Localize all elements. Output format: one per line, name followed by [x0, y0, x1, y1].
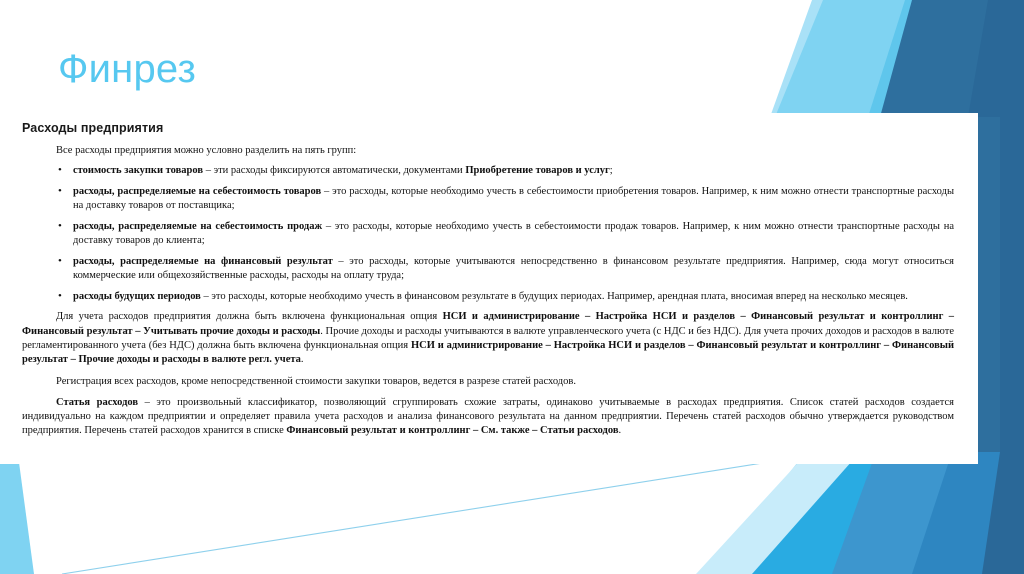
- deco-shape-top-light: [775, 0, 962, 117]
- list-item: [56, 220, 954, 248]
- deco-shape-left-sliver: [0, 455, 34, 574]
- deco-shape-right-band-light: [978, 117, 1000, 470]
- deco-shape-bottom-pale: [707, 452, 1024, 574]
- deco-shape-top-steel: [880, 0, 1024, 117]
- list-item: [56, 290, 954, 304]
- list-item: [56, 255, 954, 283]
- deco-shape-top-deep: [968, 0, 1024, 117]
- deco-shape-bottom-corner: [982, 452, 1024, 574]
- deco-shape-right-band: [978, 117, 1024, 470]
- list-item: [56, 185, 954, 213]
- bullet-text: – это расходы, которые необходимо учесть в себестоимости приобретения товаров. Например, к ним можно отнести транспортные расходы на доставку товаров от поставщика;: [73, 185, 955, 211]
- deco-hairline: [62, 452, 832, 574]
- paragraph-registration: Регистрация всех расходов, кроме непосредственной стоимости закупки товаров, ведется в разрезе статей расходов.: [56, 375, 576, 387]
- bullet-text: – это расходы, которые необходимо учесть в финансовом результате в будущих периодах. Например, арендная плата, вносимая вперед на несколько месяцев.: [200, 290, 908, 302]
- deco-shape-bottom-sky: [752, 452, 1024, 574]
- para3-term: Статья расходов: [56, 396, 139, 408]
- bullet-term: расходы будущих периодов: [73, 290, 201, 302]
- deco-shape-bottom-mid: [832, 452, 1024, 574]
- paragraph-expense-article: [22, 396, 954, 439]
- list-item: [56, 164, 954, 178]
- bullet-term-secondary: Приобретение товаров и услуг: [465, 164, 610, 176]
- para3-path: Финансовый результат и контроллинг – См. также – Статьи расходов: [286, 425, 619, 437]
- para1-part-e: .: [300, 354, 304, 366]
- para1-path-2: НСИ и администрирование – Настройка НСИ и разделов – Финансовый результат и контроллинг – Финансовый результат – Прочие доходы и расходы в валюте регл. учета: [22, 340, 954, 366]
- bullet-term: стоимость закупки товаров: [73, 164, 204, 176]
- para1-path-1: НСИ и администрирование – Настройка НСИ и разделов – Финансовый результат и контроллинг – Финансовый результат – Учитывать прочие доходы и расходы: [22, 311, 954, 337]
- page-title: Финрез: [58, 47, 196, 91]
- deco-shape-top-pale: [770, 0, 1024, 117]
- bullet-text: – это расходы, которые необходимо учесть в себестоимости продаж товаров. Например, к ним можно отнести транспортные расходы на доставку товаров до клиента;: [73, 220, 954, 246]
- expense-groups-list: [22, 164, 954, 304]
- bullet-text: – это расходы, которые учитываются непосредственно в финансовом результате предприятия. Например, сюда могут относиться коммерческие или общехозяйственные расходы, расходы на оплату труда;: [73, 255, 954, 281]
- para1-part-c: . Прочие доходы и расходы учитываются в валюте управленческого учета (с НДС и без НДС). Для учета прочих доходов и расходов в валюте регламентированного учета (без НДС) должна быть включена функциональная опция: [22, 325, 955, 352]
- deco-shape-bottom-deep: [912, 452, 1024, 574]
- bullet-text: – эти расходы фиксируются автоматически, документами: [203, 164, 466, 176]
- content-card: [0, 113, 978, 464]
- bullet-term: расходы, распределяемые на себестоимость товаров: [73, 185, 322, 197]
- bullet-term: расходы, распределяемые на себестоимость продаж: [73, 220, 323, 232]
- lead-paragraph: Все расходы предприятия можно условно разделить на пять групп:: [56, 145, 357, 156]
- bullet-tail: ;: [609, 164, 613, 176]
- para3-part-d: .: [618, 425, 622, 437]
- section-heading: Расходы предприятия: [22, 121, 164, 135]
- paragraph-functional-option: [22, 310, 954, 367]
- deco-shape-bottom-lightblue: [696, 452, 880, 574]
- para3-part-b: – это произвольный классификатор, позволяющий сгруппировать схожие затраты, одинаково учитываемые в расходах предприятия. Список статей расходов создается индивидуально на каждом предприятии и определяет правила учета расходов и анализа финансового результата на данном предприятии. Перечень статей расходов обычно утверждается руководством предприятия. Перечень статей расходов хранится в списке: [22, 396, 954, 437]
- bullet-term: расходы, распределяемые на финансовый результат: [73, 255, 333, 267]
- deco-shape-top-sky: [868, 0, 948, 117]
- para1-part-a: Для учета расходов предприятия должна быть включена функциональная опция: [56, 311, 443, 323]
